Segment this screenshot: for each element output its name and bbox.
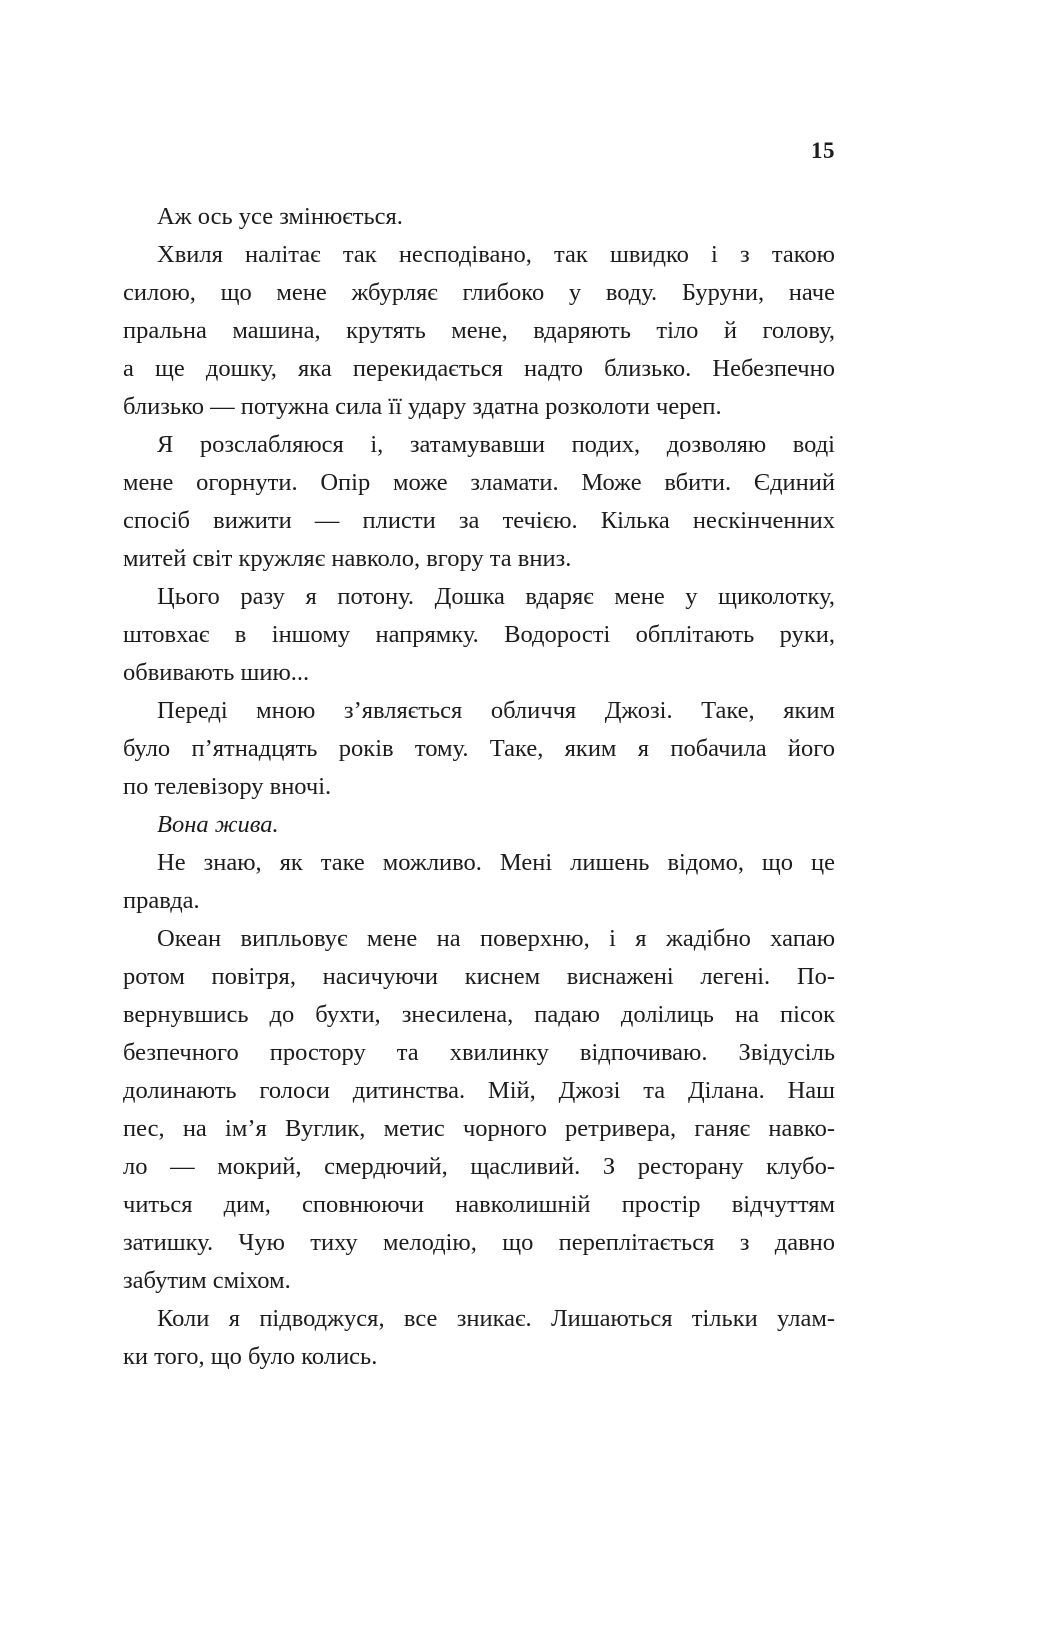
text-line: Аж ось усе змінюється. (157, 203, 403, 230)
text-line: Хвиля налітає так несподівано, так швидко і з такою (157, 241, 835, 268)
text-line: пес, на ім’я Вуглик, метис чорного ретривера, ганяє навко- (123, 1115, 835, 1142)
text-line: силою, що мене жбурляє глибоко у воду. Буруни, наче (123, 279, 835, 306)
text-line: правда. (123, 887, 200, 914)
text-line: Вона жива. (157, 811, 279, 838)
text-line: вернувшись до бухти, знесилена, падаю долілиць на пісок (123, 1001, 835, 1028)
text-line: долинають голоси дитинства. Мій, Джозі та Ділана. Наш (123, 1077, 835, 1104)
page-number: 15 (811, 138, 835, 163)
paragraph (123, 1300, 835, 1376)
text-line: ки того, що було колись. (123, 1343, 378, 1370)
text-line: а ще дошку, яка перекидається надто близько. Небезпечно (123, 355, 835, 382)
text-line: забутим сміхом. (123, 1267, 291, 1294)
book-page (123, 138, 835, 1376)
paragraph (123, 806, 835, 844)
text-line: безпечного простору та хвилинку відпочиваю. Звідусіль (123, 1039, 835, 1066)
text-line: близько — потужна сила її удару здатна розколоти череп. (123, 393, 722, 420)
text-line: затишку. Чую тиху мелодію, що переплітається з давно (123, 1229, 835, 1256)
text-line: Не знаю, як таке можливо. Мені лишень відомо, що це (157, 849, 835, 876)
text-line: ротом повітря, насичуючи киснем виснажені легені. По- (123, 963, 835, 990)
text-line: читься дим, сповнюючи навколишній простір відчуттям (123, 1191, 835, 1218)
text-line: по телевізору вночі. (123, 773, 332, 800)
paragraph (123, 236, 835, 426)
paragraph (123, 844, 835, 920)
text-line: пральна машина, крутять мене, вдаряють тіло й голову, (123, 317, 835, 344)
text-line: спосіб вижити — плисти за течією. Кілька нескінченних (123, 507, 835, 534)
text-line: Коли я підводжуся, все зникає. Лишаються тільки улам- (157, 1305, 835, 1332)
text-line: Цього разу я потону. Дошка вдаряє мене у щиколотку, (157, 583, 835, 610)
paragraph (123, 578, 835, 692)
text-line: Переді мною з’являється обличчя Джозі. Таке, яким (157, 697, 835, 724)
text-line: Океан випльовує мене на поверхню, і я жадібно хапаю (157, 925, 835, 952)
paragraph (123, 426, 835, 578)
text-line: обвивають шию... (123, 659, 310, 686)
paragraph (123, 692, 835, 806)
paragraph (123, 198, 835, 236)
text-line: мене огорнути. Опір може зламати. Може вбити. Єдиний (123, 469, 835, 496)
body-text (123, 198, 835, 1376)
text-line: ло — мокрий, смердючий, щасливий. З ресторану клубо- (123, 1153, 835, 1180)
paragraph (123, 920, 835, 1300)
text-line: митей світ кружляє навколо, вгору та вниз. (123, 545, 572, 572)
text-line: штовхає в іншому напрямку. Водорості обплітають руки, (123, 621, 835, 648)
text-line: Я розслабляюся і, затамувавши подих, дозволяю воді (157, 431, 835, 458)
text-line: було п’ятнадцять років тому. Таке, яким я побачила його (123, 735, 835, 762)
